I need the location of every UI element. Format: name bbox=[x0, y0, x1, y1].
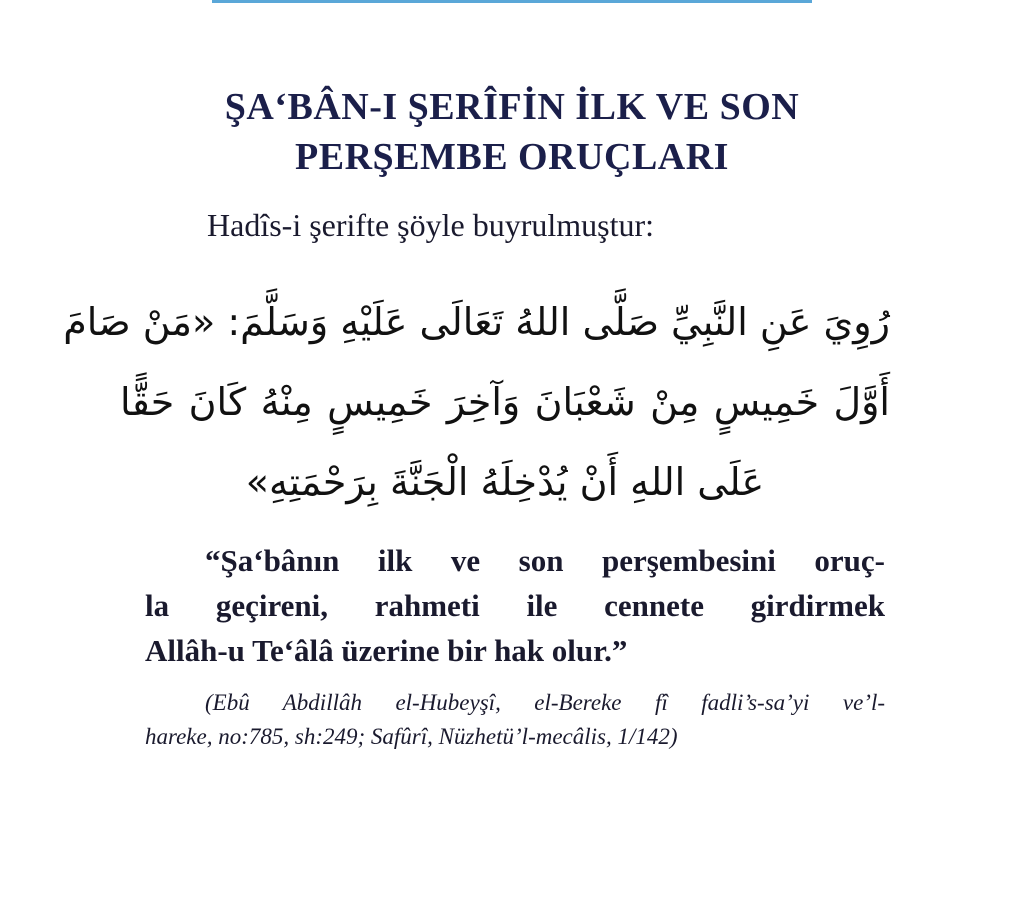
translation-line-1: “Şa‘bânın ilk ve son perşembesini oruç- bbox=[205, 543, 885, 578]
citation-line-2: hareke, no:785, sh:249; Safûrî, Nüzhetü’l-mecâlis, 1/142) bbox=[145, 724, 678, 749]
translation-line-2: la geçireni, rahmeti ile cennete girdirmek bbox=[145, 588, 885, 623]
arabic-line-1: رُوِيَ عَنِ النَّبِيِّ صَلَّى اللهُ تَعَالَى عَلَيْهِ وَسَلَّمَ: «مَنْ صَامَ bbox=[63, 300, 890, 344]
page-title bbox=[120, 82, 904, 182]
top-divider bbox=[212, 0, 812, 3]
translation-line-3: Allâh-u Te‘âlâ üzerine bir hak olur.” bbox=[145, 633, 628, 668]
title-line-2: PERŞEMBE ORUÇLARI bbox=[295, 136, 729, 178]
hadith-translation bbox=[145, 538, 885, 673]
citation-line-1: (Ebû Abdillâh el-Hubeyşî, el-Bereke fî fadli’s-sa’yi ve’l- bbox=[205, 690, 885, 715]
title-line-1: ŞA‘BÂN-I ŞERÎFİN İLK VE SON bbox=[224, 86, 800, 128]
arabic-line-3: عَلَى اللهِ أَنْ يُدْخِلَهُ الْجَنَّةَ بِرَحْمَتِهِ» bbox=[245, 460, 765, 504]
arabic-line-2: أَوَّلَ خَمِيسٍ مِنْ شَعْبَانَ وَآخِرَ خَمِيسٍ مِنْهُ كَانَ حَقًّا bbox=[120, 380, 890, 424]
arabic-hadith bbox=[63, 282, 890, 522]
source-citation bbox=[145, 686, 885, 754]
intro-text: Hadîs-i şerifte şöyle buyrulmuştur: bbox=[207, 207, 655, 243]
